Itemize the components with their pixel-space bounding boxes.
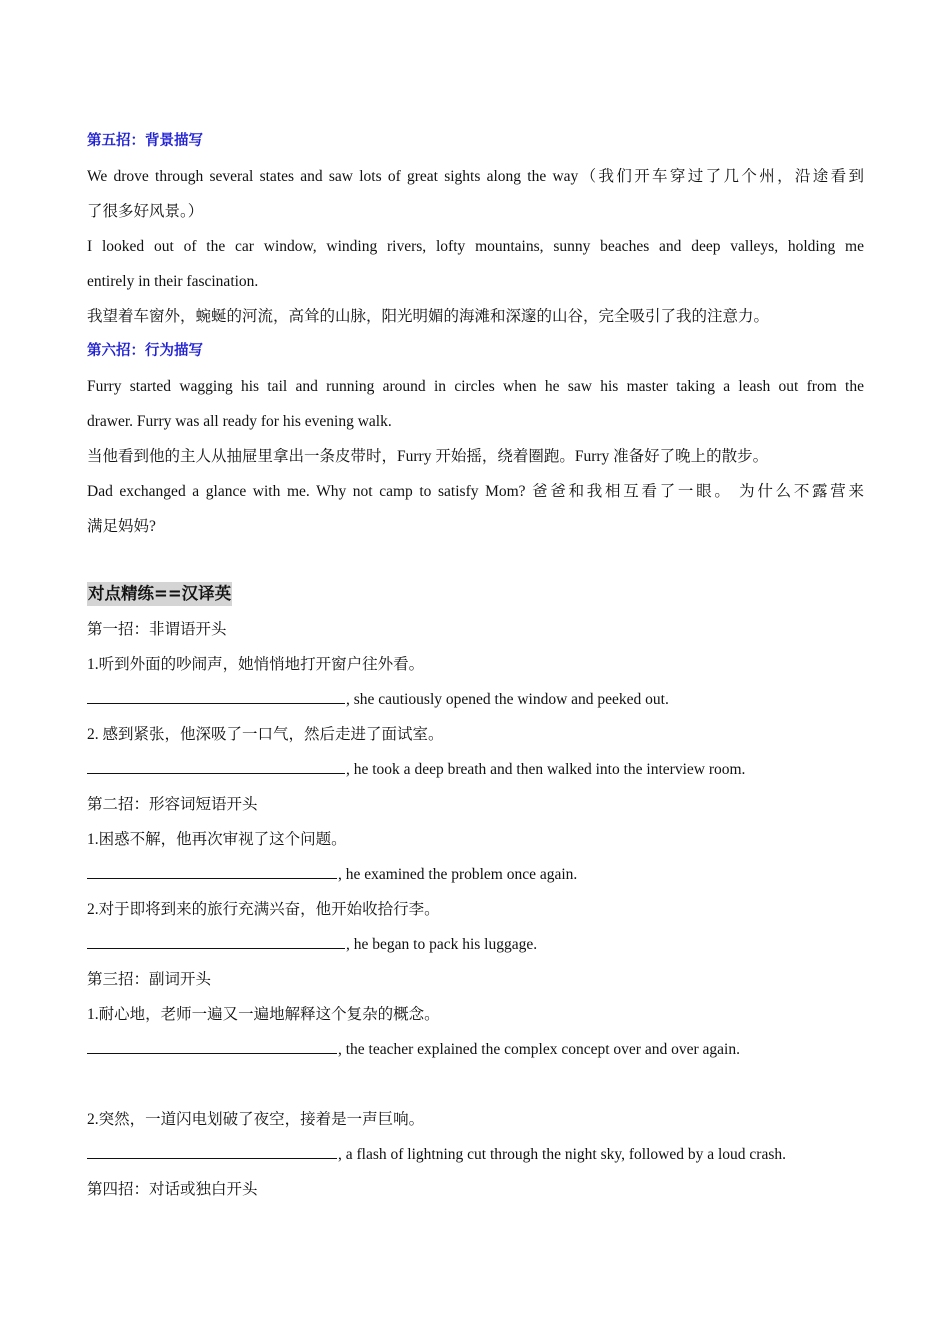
section6-heading: 第六招：行为描写 (87, 343, 203, 359)
answer-blank[interactable] (87, 934, 345, 949)
section6-paragraph1-line1: Furry started wagging his tail and running around in circles when he saw his master taking a leash out from the (87, 378, 864, 395)
tip1-question1: 1.听到外面的吵闹声，她悄悄地打开窗户往外看。 (87, 656, 425, 673)
tip3-answer1-row (87, 1032, 864, 1067)
tip1-label: 第一招：非谓语开头 (87, 621, 227, 638)
tip3-question2: 2.突然，一道闪电划破了夜空，接着是一声巨响。 (87, 1111, 425, 1128)
tip2-answer2-row (87, 927, 864, 962)
tip3-answer2-row (87, 1137, 864, 1172)
answer-blank[interactable] (87, 1144, 337, 1159)
tip1-question2: 2. 感到紧张，他深吸了一口气，然后走进了面试室。 (87, 726, 444, 743)
tip3-question1: 1.耐心地，老师一遍又一遍地解释这个复杂的概念。 (87, 1006, 440, 1023)
tip4-label: 第四招：对话或独白开头 (87, 1181, 258, 1198)
tip2-answer1-row (87, 857, 864, 892)
section5-paragraph2-line1: I looked out of the car window, winding rivers, lofty mountains, sunny beaches and deep valleys, holding me (87, 238, 864, 255)
section6-paragraph3-line2: 满足妈妈? (87, 518, 156, 535)
answer-blank[interactable] (87, 689, 345, 704)
tip3-label: 第三招：副词开头 (87, 971, 212, 988)
section6-paragraph2: 当他看到他的主人从抽屉里拿出一条皮带时，Furry 开始摇，绕着圈跑。Furry 准备好了晚上的散步。 (87, 448, 769, 465)
tip2-question1: 1.困惑不解，他再次审视了这个问题。 (87, 831, 347, 848)
tip1-answer2-row (87, 752, 864, 787)
answer-blank[interactable] (87, 759, 345, 774)
section6-paragraph1-line2: drawer. Furry was all ready for his evening walk. (87, 413, 392, 430)
tip3-answer1-text: , the teacher explained the complex concept over and over again. (338, 1041, 740, 1058)
answer-blank[interactable] (87, 1039, 337, 1054)
tip3-answer2-text: , a flash of lightning cut through the night sky, followed by a loud crash. (338, 1146, 786, 1163)
section5-paragraph1-line2: 了很多好风景。） (87, 203, 204, 220)
tip1-answer1-row (87, 682, 864, 717)
tip2-question2: 2.对于即将到来的旅行充满兴奋，他开始收拾行李。 (87, 901, 440, 918)
document-page (87, 124, 864, 1207)
section5-paragraph2-line2: entirely in their fascination. (87, 273, 259, 290)
section5-paragraph1-line1: We drove through several states and saw lots of great sights along the way（我们开车穿过了几个州，沿途看到 (87, 168, 864, 185)
practice-title: 对点精练==汉译英 (87, 582, 232, 606)
tip1-answer2-text: , he took a deep breath and then walked into the interview room. (346, 761, 746, 778)
tip2-label: 第二招：形容词短语开头 (87, 796, 258, 813)
section6-paragraph3-line1: Dad exchanged a glance with me. Why not camp to satisfy Mom? 爸爸和我相互看了一眼。 为什么不露营来 (87, 483, 864, 500)
tip1-answer1-text: , she cautiously opened the window and peeked out. (346, 691, 669, 708)
tip2-answer2-text: , he began to pack his luggage. (346, 936, 538, 953)
section5-heading: 第五招：背景描写 (87, 133, 203, 149)
tip2-answer1-text: , he examined the problem once again. (338, 866, 578, 883)
section5-paragraph3: 我望着车窗外，蜿蜒的河流，高耸的山脉，阳光明媚的海滩和深邃的山谷，完全吸引了我的注意力。 (87, 308, 770, 325)
answer-blank[interactable] (87, 864, 337, 879)
